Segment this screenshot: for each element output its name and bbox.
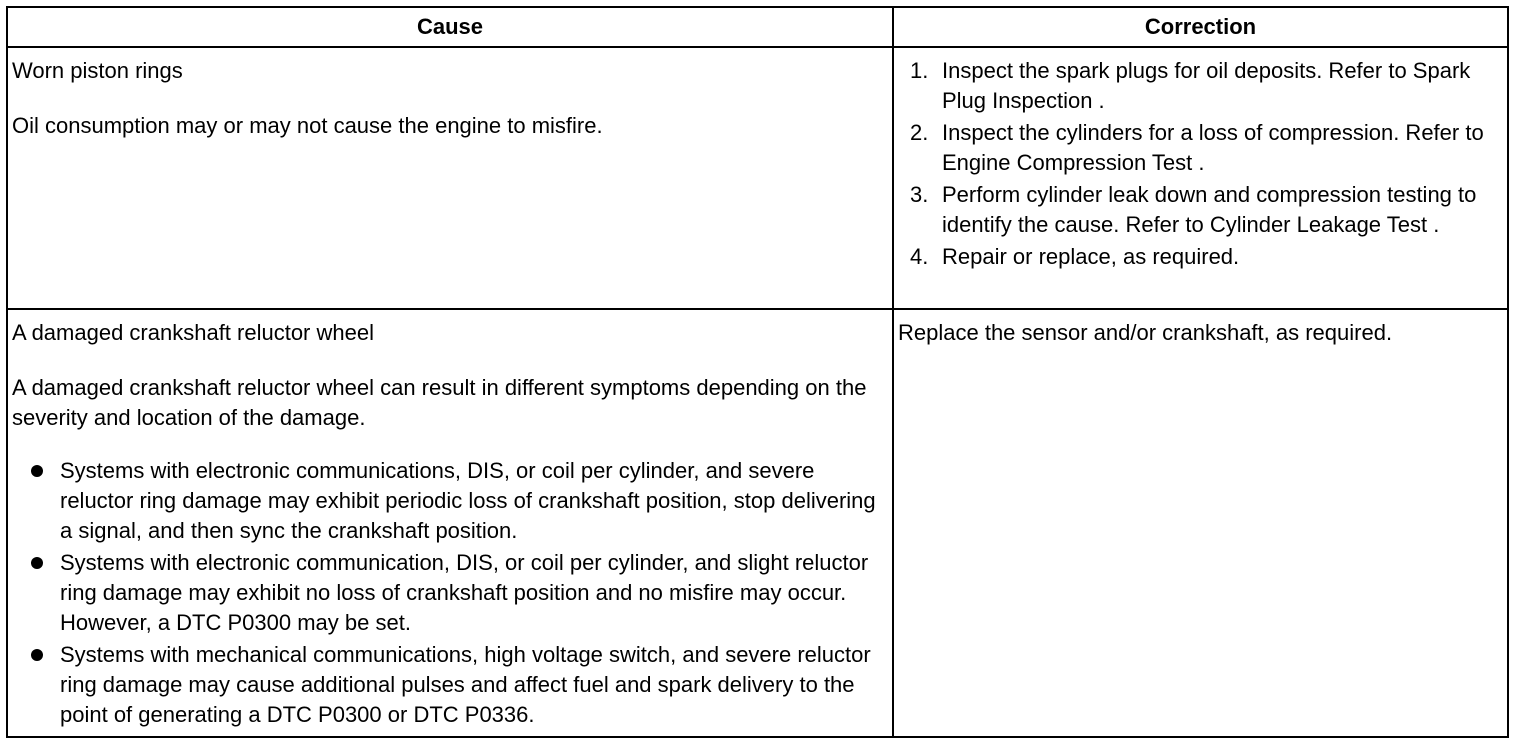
step-number: 4. — [910, 244, 929, 269]
bullet-icon — [31, 465, 43, 477]
list-item — [12, 548, 888, 638]
list-item — [898, 180, 1503, 240]
step-number: 2. — [910, 120, 929, 145]
step-text: Perform cylinder leak down and compression testing to identify the cause. Refer to Cylinder Leakage Test . — [942, 182, 1477, 237]
correction-text: Replace the sensor and/or crankshaft, as required. — [898, 320, 1393, 345]
column-header-correction: Correction — [893, 7, 1508, 47]
cause-cell — [7, 309, 893, 737]
column-header-cause: Cause — [7, 7, 893, 47]
cause-note: Oil consumption may or may not cause the engine to misfire. — [12, 113, 603, 138]
header-row — [7, 7, 1508, 47]
bullet-text: Systems with mechanical communications, high voltage switch, and severe reluctor ring damage may cause additional pulses and affect fuel and spark delivery to the point of generating a DTC P0300 or DTC P0336. — [60, 642, 871, 727]
correction-cell — [893, 309, 1508, 737]
cause-cell — [7, 47, 893, 309]
step-number: 3. — [910, 182, 929, 207]
list-item — [898, 118, 1503, 178]
list-item — [898, 56, 1503, 116]
bullet-text: Systems with electronic communication, DIS, or coil per cylinder, and slight reluctor ring damage may exhibit no loss of crankshaft position and no misfire may occur. However, a DTC P0300 may be set. — [60, 550, 869, 635]
list-item — [12, 640, 888, 730]
step-number: 1. — [910, 58, 929, 83]
table-row — [7, 309, 1508, 737]
list-item — [898, 242, 1503, 272]
cause-bullet-list — [12, 456, 888, 730]
bullet-text: Systems with electronic communications, DIS, or coil per cylinder, and severe reluctor ring damage may exhibit periodic loss of crankshaft position, stop delivering a signal, and then sync the crankshaft position. — [60, 458, 876, 543]
step-text: Repair or replace, as required. — [942, 244, 1240, 269]
bullet-icon — [31, 557, 43, 569]
step-text: Inspect the cylinders for a loss of compression. Refer to Engine Compression Test . — [942, 120, 1484, 175]
correction-steps — [898, 56, 1503, 272]
diagnostic-table — [6, 6, 1509, 738]
correction-cell — [893, 47, 1508, 309]
step-text: Inspect the spark plugs for oil deposits. Refer to Spark Plug Inspection . — [942, 58, 1471, 113]
table-row — [7, 47, 1508, 309]
cause-title: A damaged crankshaft reluctor wheel — [12, 320, 374, 345]
cause-note: A damaged crankshaft reluctor wheel can result in different symptoms depending on the severity and location of the damage. — [12, 375, 867, 430]
bullet-icon — [31, 649, 43, 661]
list-item — [12, 456, 888, 546]
cause-title: Worn piston rings — [12, 58, 183, 83]
